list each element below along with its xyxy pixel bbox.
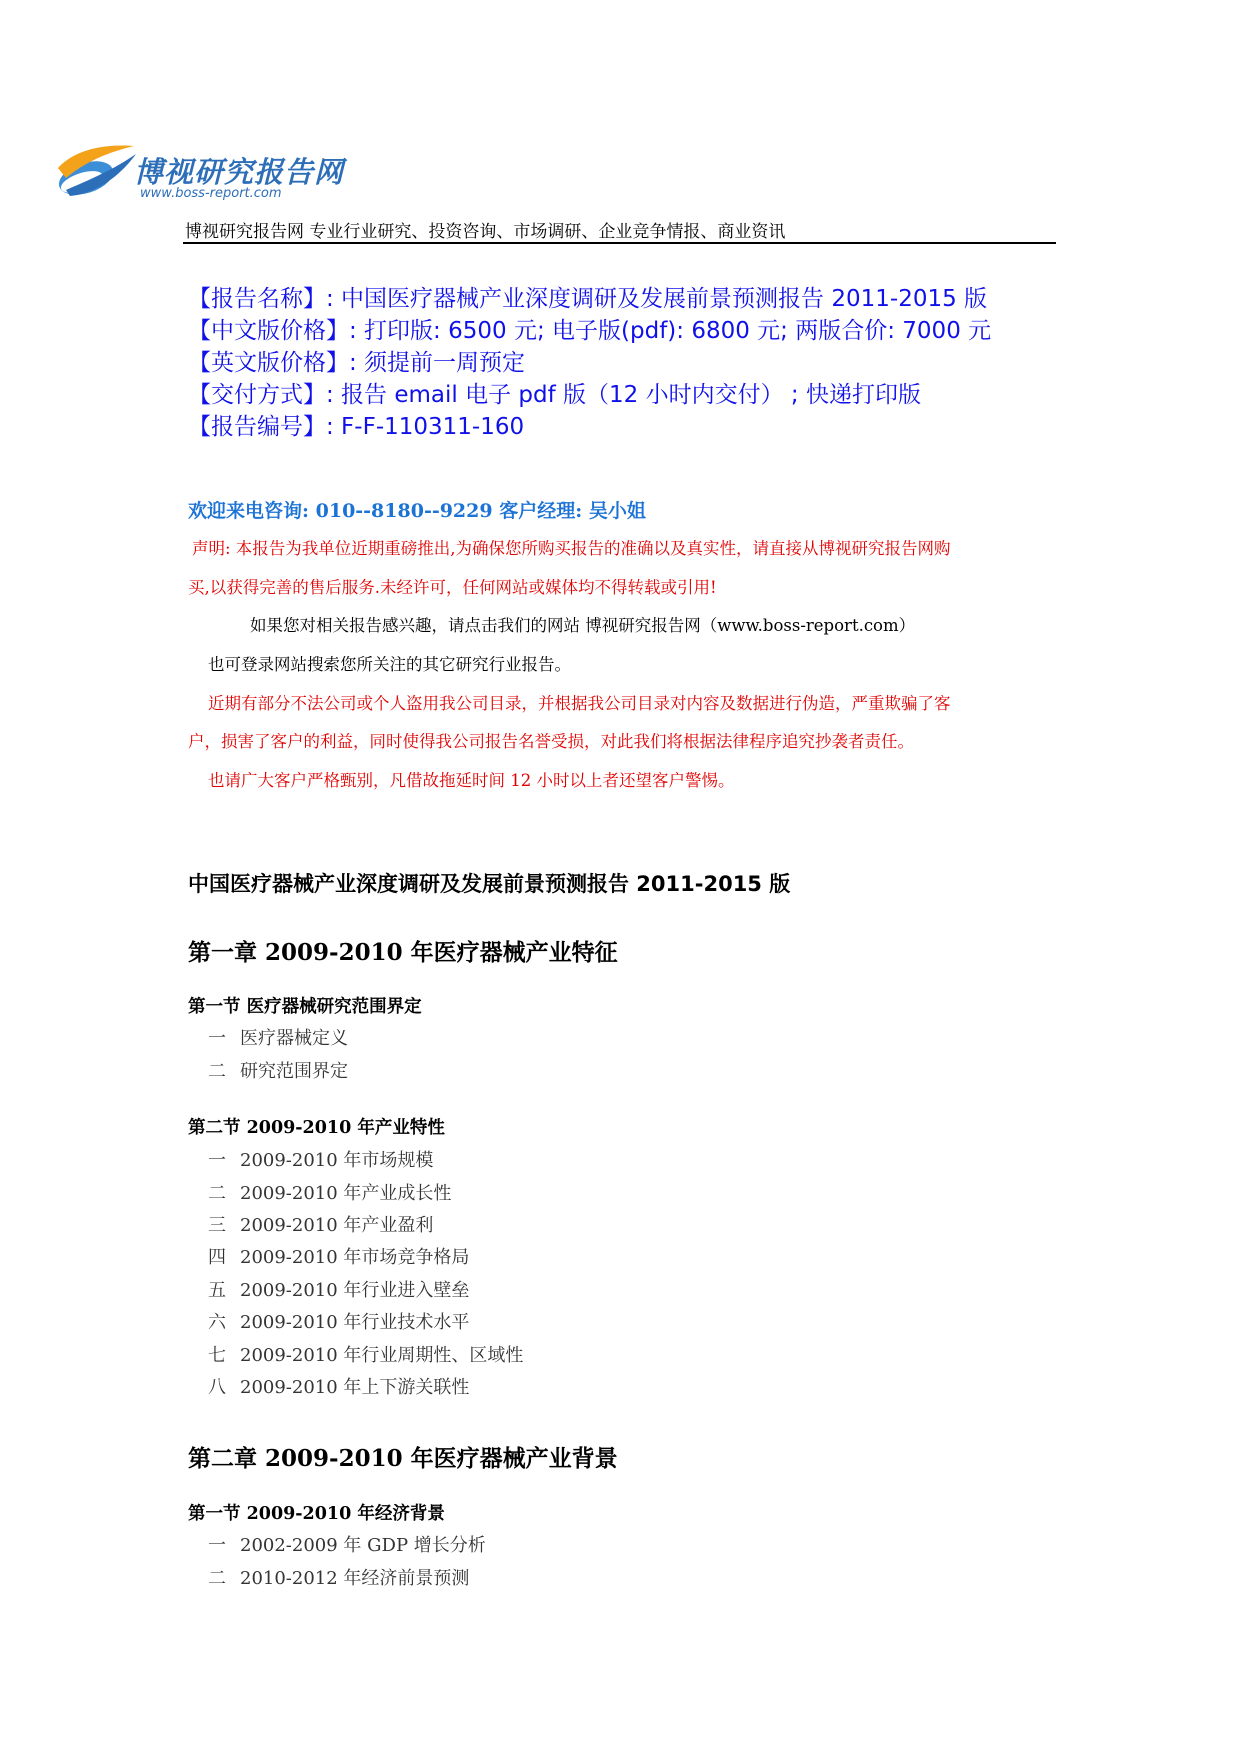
list-item: 二 2009-2010 年产业成长性 bbox=[208, 1183, 452, 1204]
header-divider bbox=[183, 242, 1056, 244]
list-item: 一 医疗器械定义 bbox=[208, 1028, 348, 1049]
chapter-1-section-2-title: 第二节 2009-2010 年产业特性 bbox=[188, 1118, 445, 1138]
chapter-1-title: 第一章 2009-2010 年医疗器械产业特征 bbox=[188, 939, 618, 966]
notice-line-3[interactable]: 如果您对相关报告感兴趣，请点击我们的网站 博视研究报告网（www.boss-report.com） bbox=[250, 616, 916, 635]
document-title: 中国医疗器械产业深度调研及发展前景预测报告 2011-2015 版 bbox=[188, 872, 791, 896]
list-item: 一 2002-2009 年 GDP 增长分析 bbox=[208, 1535, 486, 1556]
logo-name: 博视研究报告网 bbox=[134, 155, 345, 189]
list-item: 七 2009-2010 年行业周期性、区域性 bbox=[208, 1345, 524, 1366]
list-item: 二 2010-2012 年经济前景预测 bbox=[208, 1568, 470, 1589]
list-item: 五 2009-2010 年行业进入壁垒 bbox=[208, 1280, 470, 1301]
chapter-1-section-1-title: 第一节 医疗器械研究范围界定 bbox=[188, 997, 422, 1017]
logo-swoosh-icon bbox=[52, 132, 142, 210]
report-name: 【报告名称】: 中国医疗器械产业深度调研及发展前景预测报告 2011-2015 版 bbox=[188, 286, 988, 312]
notice-line-5: 近期有部分不法公司或个人盗用我公司目录，并根据我公司目录对内容及数据进行伪造，严重欺骗了客 bbox=[208, 694, 951, 713]
notice-line-7: 也请广大客户严格甄别，凡借故拖延时间 12 小时以上者还望客户警惕。 bbox=[208, 771, 735, 790]
notice-line-4: 也可登录网站搜索您所关注的其它研究行业报告。 bbox=[208, 655, 571, 674]
logo-url[interactable]: www.boss-report.com bbox=[140, 186, 282, 201]
delivery-method: 【交付方式】: 报告 email 电子 pdf 版（12 小时内交付） ; 快递打印版 bbox=[188, 382, 921, 408]
en-price: 【英文版价格】: 须提前一周预定 bbox=[188, 350, 526, 376]
notice-line-1: 声明: 本报告为我单位近期重磅推出,为确保您所购买报告的准确以及真实性，请直接从博视研究报告网购 bbox=[192, 539, 951, 558]
list-item: 一 2009-2010 年市场规模 bbox=[208, 1150, 434, 1171]
list-item: 二 研究范围界定 bbox=[208, 1061, 348, 1082]
list-item: 六 2009-2010 年行业技术水平 bbox=[208, 1312, 470, 1333]
site-logo[interactable] bbox=[52, 132, 345, 210]
list-item: 四 2009-2010 年市场竞争格局 bbox=[208, 1247, 470, 1268]
chapter-2-title: 第二章 2009-2010 年医疗器械产业背景 bbox=[188, 1445, 618, 1472]
notice-line-6: 户，损害了客户的利益，同时使得我公司报告名誉受损，对此我们将根据法律程序追究抄袭者责任。 bbox=[188, 732, 914, 751]
chapter-2-section-1-title: 第一节 2009-2010 年经济背景 bbox=[188, 1504, 445, 1524]
header-tagline: 博视研究报告网 专业行业研究、投资咨询、市场调研、企业竞争情报、商业资讯 bbox=[185, 222, 786, 242]
contact-line: 欢迎来电咨询: 010--8180--9229 客户经理: 吴小姐 bbox=[188, 500, 646, 522]
list-item: 三 2009-2010 年产业盈利 bbox=[208, 1215, 434, 1236]
cn-price: 【中文版价格】: 打印版: 6500 元; 电子版(pdf): 6800 元; 两版合价: 7000 元 bbox=[188, 318, 992, 344]
list-item: 八 2009-2010 年上下游关联性 bbox=[208, 1377, 470, 1398]
notice-line-2: 买,以获得完善的售后服务.未经许可，任何网站或媒体均不得转载或引用! bbox=[188, 578, 717, 597]
report-number: 【报告编号】: F-F-110311-160 bbox=[188, 414, 525, 440]
